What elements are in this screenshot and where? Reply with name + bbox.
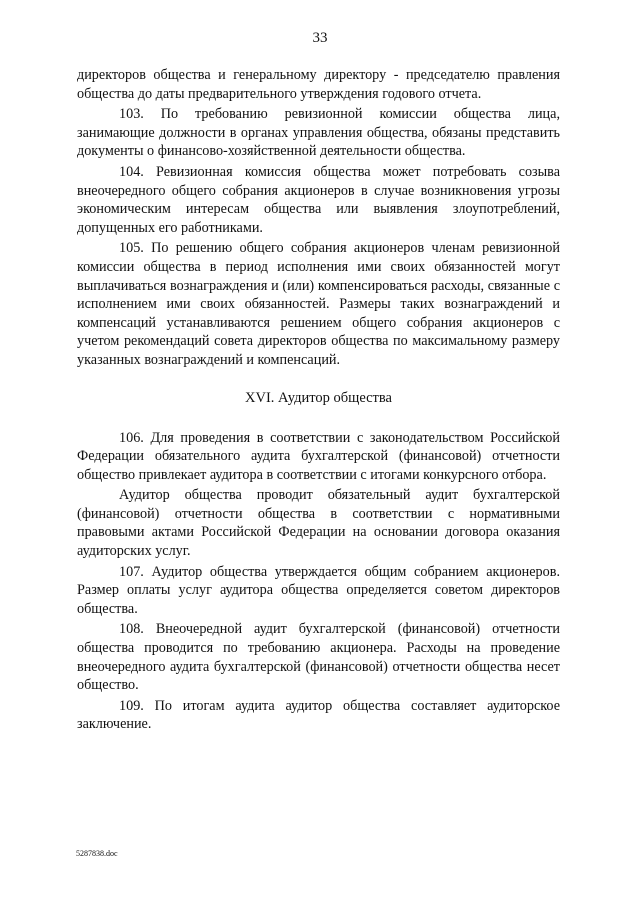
page-number: 33: [312, 30, 328, 46]
paragraph: 107. Аудитор общества утверждается общим собранием акционеров. Размер оплаты услуг аудитора общества определяется советом директоров общества.: [77, 563, 560, 617]
footer-filename: 5287838.doc: [76, 849, 118, 858]
section-heading: XVI. Аудитор общества: [245, 389, 392, 406]
paragraph: 103. По требованию ревизионной комиссии общества лица, занимающие должности в органах управления общества, обязаны представить документы о финансово-хозяйственной деятельности общества.: [77, 106, 560, 160]
paragraphs-after-section: [77, 429, 560, 735]
paragraph: 105. По решению общего собрания акционеров членам ревизионной комиссии общества в период исполнения ими своих обязанностей могут выплачиваться вознаграждения и (или) компенсироваться расходы, связанные с исполнением ими своих обязанностей. Размеры таких вознаграждений и компенсаций устанавливаются решением общего собрания акционеров с учетом рекомендаций совета директоров общества по максимальному размеру указанных вознаграждений и компенсаций.: [77, 240, 560, 368]
paragraph: Аудитор общества проводит обязательный аудит бухгалтерской (финансовой) отчетности общества в соответствии с нормативными правовыми актами Российской Федерации на основании договора оказания аудиторских услуг.: [77, 487, 560, 560]
paragraph: 104. Ревизионная комиссия общества может потребовать созыва внеочередного общего собрания акционеров в случае возникновения угрозы экономическим интересам общества или выявления злоупотреблений, допущенных его работниками.: [77, 163, 560, 236]
paragraph: 108. Внеочередной аудит бухгалтерской (финансовой) отчетности общества проводится по требованию акционера. Расходы на проведение внеочередного аудита бухгалтерской (финансовой) отчетности общества несет общество.: [77, 621, 560, 694]
document-body: [77, 66, 560, 736]
paragraphs-before-section: [77, 66, 560, 370]
paragraph: директоров общества и генеральному директору - председателю правления общества до даты предварительного утверждения годового отчета.: [77, 67, 560, 102]
paragraph: 106. Для проведения в соответствии с законодательством Российской Федерации обязательного аудита бухгалтерской (финансовой) отчетности общество привлекает аудитора в соответствии с итогами конкурсного отбора.: [77, 429, 560, 483]
paragraph: 109. По итогам аудита аудитор общества составляет аудиторское заключение.: [77, 697, 560, 733]
